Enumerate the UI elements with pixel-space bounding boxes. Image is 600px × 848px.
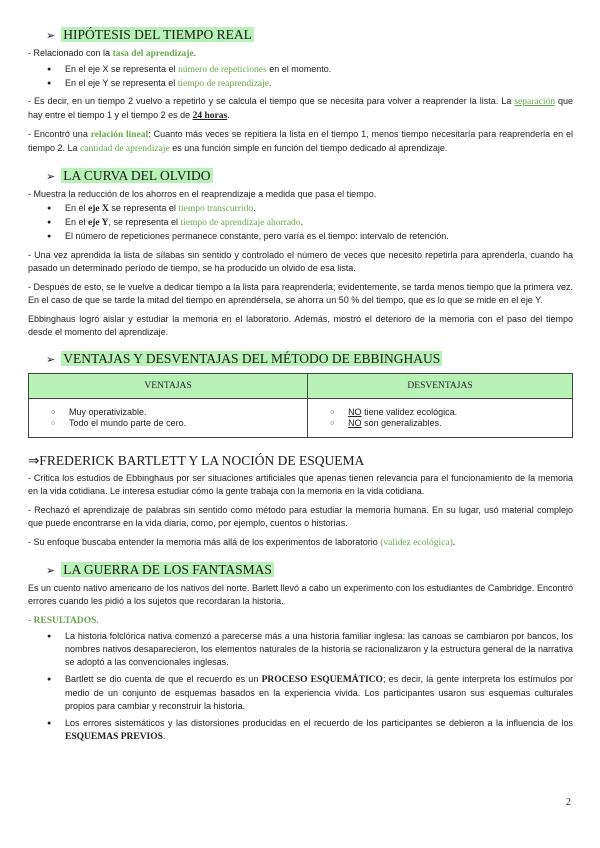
heading-hipotesis: ➢ HIPÓTESIS DEL TIEMPO REAL xyxy=(46,27,252,42)
list-item: ● En el eje Y, se representa el tiempo de aprendizaje ahorrado. xyxy=(28,216,573,230)
bullet-list xyxy=(28,63,573,91)
heading-ventajas: ➢ VENTAJAS Y DESVENTAJAS DEL MÉTODO DE EBBINGHAUS xyxy=(46,351,441,366)
list-item: ○ NO tiene validez ecológica. xyxy=(330,407,572,418)
list-item: ○ Muy operativizable. xyxy=(51,407,307,418)
ventajas-table xyxy=(28,373,573,438)
heading-bartlett: ⇒FREDERICK BARTLETT Y LA NOCIÓN DE ESQUEMA xyxy=(28,453,365,468)
list-item: ● Bartlett se dio cuenta de que el recuerdo es un PROCESO ESQUEMÁTICO; es decir, la gente interpreta los estímulos por medio de un conjunto de esquemas basados en la experiencia vivida. Los participantes usaron sus esquemas culturales propios para cambiar y reconstruir la historia. xyxy=(28,673,573,713)
document-page xyxy=(28,26,573,744)
arrow-icon: ➢ xyxy=(46,29,56,42)
paragraph: - Es decir, en un tiempo 2 vuelvo a repetirlo y se calcula el tiempo que se necesita para volver a reaprender la lista. La separación que hay entre el tiempo 1 y el tiempo 2 es de 24 horas. xyxy=(28,96,573,121)
list-item: ● Los errores sistemáticos y las distorsiones producidas en el recuerdo de los participantes se debieron a la influencia de los ESQUEMAS PREVIOS. xyxy=(28,717,573,744)
table-cell xyxy=(29,399,308,438)
paragraph: Es un cuento nativo americano de los nativos del norte. Barlett llevó a cabo un experimento con los estudiantes de Cambridge. Encontró errores cuando les pidió a los sujetos que recordaran la historia. xyxy=(28,583,573,606)
arrow-icon: ➢ xyxy=(46,353,56,366)
paragraph: - Rechazó el aprendizaje de palabras sin sentido como método para estudiar la memoria humana. En su lugar, usó material complejo que puede encontrarse en la vida diaria, como, por ejemplo, cuentos o historias. xyxy=(28,505,573,528)
table-cell xyxy=(308,399,573,438)
paragraph: - Su enfoque buscaba entender la memoria más allá de los experimentos de laboratorio (validez ecológica). xyxy=(28,537,456,548)
list-item: ● En el eje Y se representa el tiempo de reaprendizaje. xyxy=(28,77,573,91)
list-item: ○ NO son generalizables. xyxy=(330,418,572,429)
paragraph: - Muestra la reducción de los ahorros en el reaprendizaje a medida que pasa el tiempo. xyxy=(28,189,377,199)
paragraph: - Una vez aprendida la lista de sílabas sin sentido y controlado el número de veces que necesito repetirla para aprenderla, cuando ha pasado un determinado período de tiempo, se ha producido un olvido de esa lista. xyxy=(28,250,573,273)
results-label: - RESULTADOS. xyxy=(28,616,99,626)
paragraph: - Después de esto, se le vuelve a dedicar tiempo a la lista para reaprenderla; evidentemente, se tarda menos tiempo que la primera vez. En el caso de que se tarde la mitad del tiempo en aprendérsela, se ahorra un 50 % del tiempo, que es lo que se mide en el eje Y. xyxy=(28,282,573,305)
paragraph: - Critica los estudios de Ebbinghaus por ser situaciones artificiales que apenas tienen relevancia para el funcionamiento de la memoria en la vida cotidiana. Le interesa estudiar cómo la gente trabaja con la memoria en la vida cotidiana. xyxy=(28,473,573,496)
arrow-icon: ➢ xyxy=(46,170,56,183)
list-item: ○ Todo el mundo parte de cero. xyxy=(51,418,307,429)
table-header: VENTAJAS xyxy=(29,374,308,399)
bullet-list xyxy=(28,202,573,243)
table-header: DESVENTAJAS xyxy=(308,374,573,399)
heading-curva-olvido: ➢ LA CURVA DEL OLVIDO xyxy=(46,168,211,183)
bullet-list xyxy=(28,630,573,744)
list-item: ● El número de repeticiones permanece constante, pero varía es el tiempo: intervalo de retención. xyxy=(28,230,573,243)
list-item: ● En el eje X se representa el número de repeticiones en el momento. xyxy=(28,63,573,77)
heading-guerra-fantasmas: ➢ LA GUERRA DE LOS FANTASMAS xyxy=(46,562,272,577)
list-item: ● La historia folclórica nativa comenzó a parecerse más a una historia familiar inglesa: las canoas se cambiaron por bancos, los nombres nativos desaparecieron, los elementos naturales de la historia se racionalizaron y la estructura general de la narrativa se adoptó a las convencionales inglesas. xyxy=(28,630,573,669)
paragraph: - Encontró una relación lineal: Cuanto más veces se repitiera la lista en el tiempo 1, menos tiempo necesitaría para reaprenderla en el tiempo 2. La cantidad de aprendizaje es una función simple en función del tiempo dedicado al aprendizaje. xyxy=(28,129,573,154)
arrow-icon: ➢ xyxy=(46,564,56,577)
paragraph: - Relacionado con la tasa del aprendizaje. xyxy=(28,48,197,59)
paragraph: Ebbinghaus logró aislar y estudiar la memoria en el laboratorio. Además, mostró el deterioro de la memoria con el paso del tiempo desde el momento del aprendizaje. xyxy=(28,314,573,337)
page-number: 2 xyxy=(566,797,571,808)
list-item: ● En el eje X se representa el tiempo transcurrido. xyxy=(28,202,573,216)
